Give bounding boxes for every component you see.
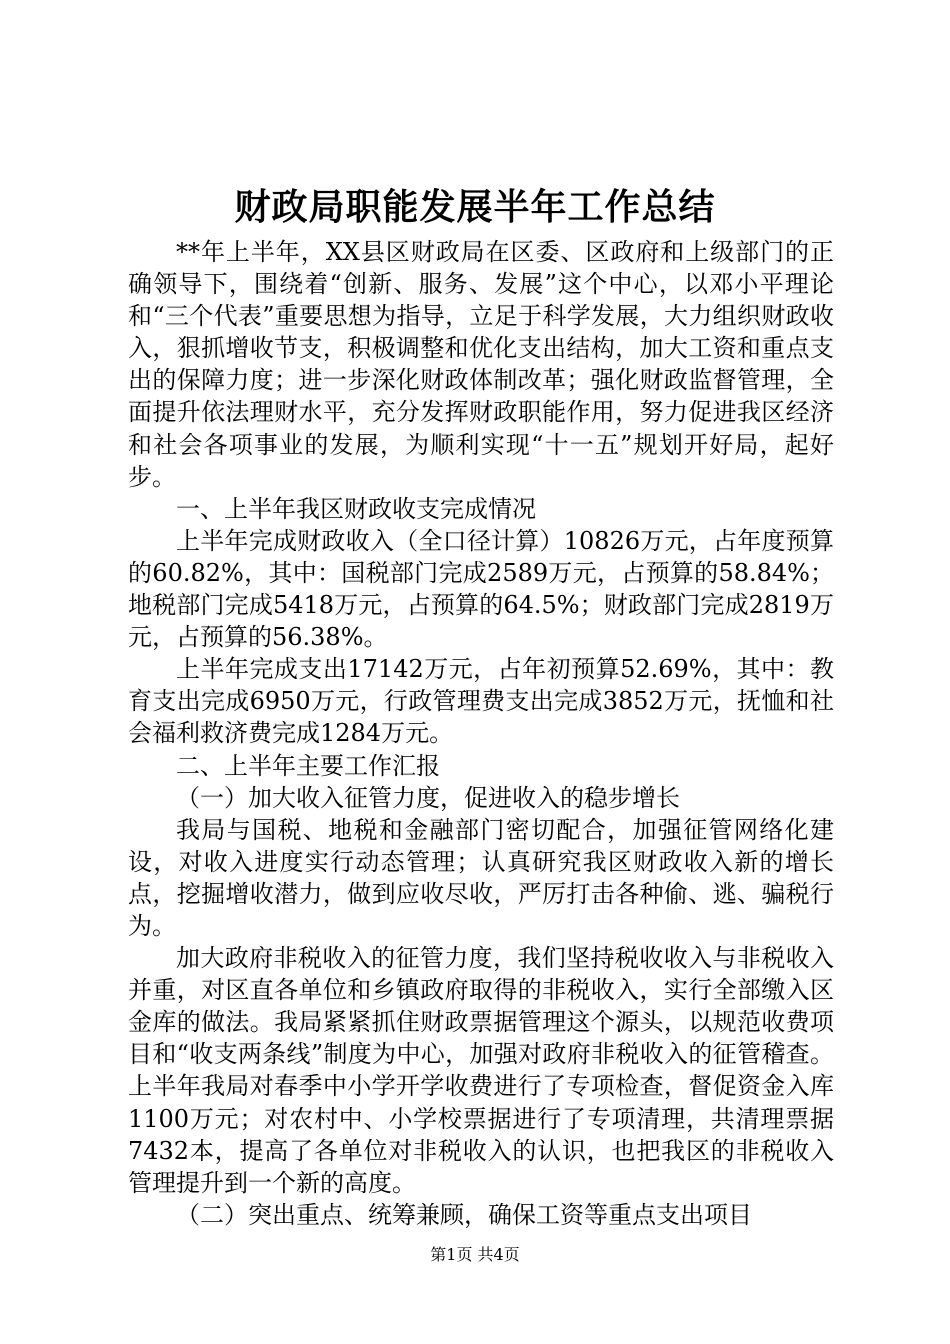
subsection-heading-2: （二）突出重点、统筹兼顾，确保工资等重点支出项目 <box>176 1200 752 1229</box>
paragraph-intro: **年上半年，XX县区财政局在区委、区政府和上级部门的正确领导下，围绕着“创新、服务、发展”这个中心，以邓小平理论和“三个代表”重要思想为指导，立足于科学发展，大力组织财政收入，狠抓增收节支，积极调整和优化支出结构，加大工资和重点支出的保障力度；进一步深化财政体制改革；强化财政监督管理，全面提升依法理财水平，充分发挥财政职能作用，努力促进我区经济和社会各项事业的发展，为顺利实现“十一五”规划开好局，起好步。 <box>128 238 834 491</box>
section-heading-1: 一、上半年我区财政收支完成情况 <box>176 494 536 523</box>
document-body <box>128 236 834 1231</box>
paragraph-expenditure: 上半年完成支出17142万元，占年初预算52.69%，其中：教育支出完成6950万元，行政管理费支出完成3852万元，抚恤和社会福利救济费完成1284万元。 <box>128 655 834 748</box>
page-number: 第1页 共4页 <box>430 1245 520 1264</box>
paragraph-tax-collection: 我局与国税、地税和金融部门密切配合，加强征管网络化建设，对收入进度实行动态管理；认真研究我区财政收入新的增长点，挖掘增收潜力，做到应收尽收，严厉打击各种偷、逃、骗税行为。 <box>128 815 834 940</box>
section-heading-2: 二、上半年主要工作汇报 <box>176 751 440 780</box>
paragraph-revenue: 上半年完成财政收入（全口径计算）10826万元，占年度预算的60.82%，其中：国税部门完成2589万元，占预算的58.84%；地税部门完成5418万元，占预算的64.5%；财政部门完成2819万元，占预算的56.38%。 <box>128 526 834 652</box>
paragraph-nontax-revenue: 加大政府非税收入的征管力度，我们坚持税收收入与非税收入并重，对区直各单位和乡镇政府取得的非税收入，实行全部缴入区金库的做法。我局紧紧抓住财政票据管理这个源头，以规范收费项目和“收支两条线”制度为中心，加强对政府非税收入的征管稽查。上半年我局对春季中小学开学收费进行了专项检查，督促资金入库1100万元；对农村中、小学校票据进行了专项清理，共清理票据7432本，提高了各单位对非税收入的认识，也把我区的非税收入管理提升到一个新的高度。 <box>128 944 834 1197</box>
subsection-heading-1: （一）加大收入征管力度，促进收入的稳步增长 <box>176 783 680 812</box>
document-title: 财政局职能发展半年工作总结 <box>234 187 716 228</box>
